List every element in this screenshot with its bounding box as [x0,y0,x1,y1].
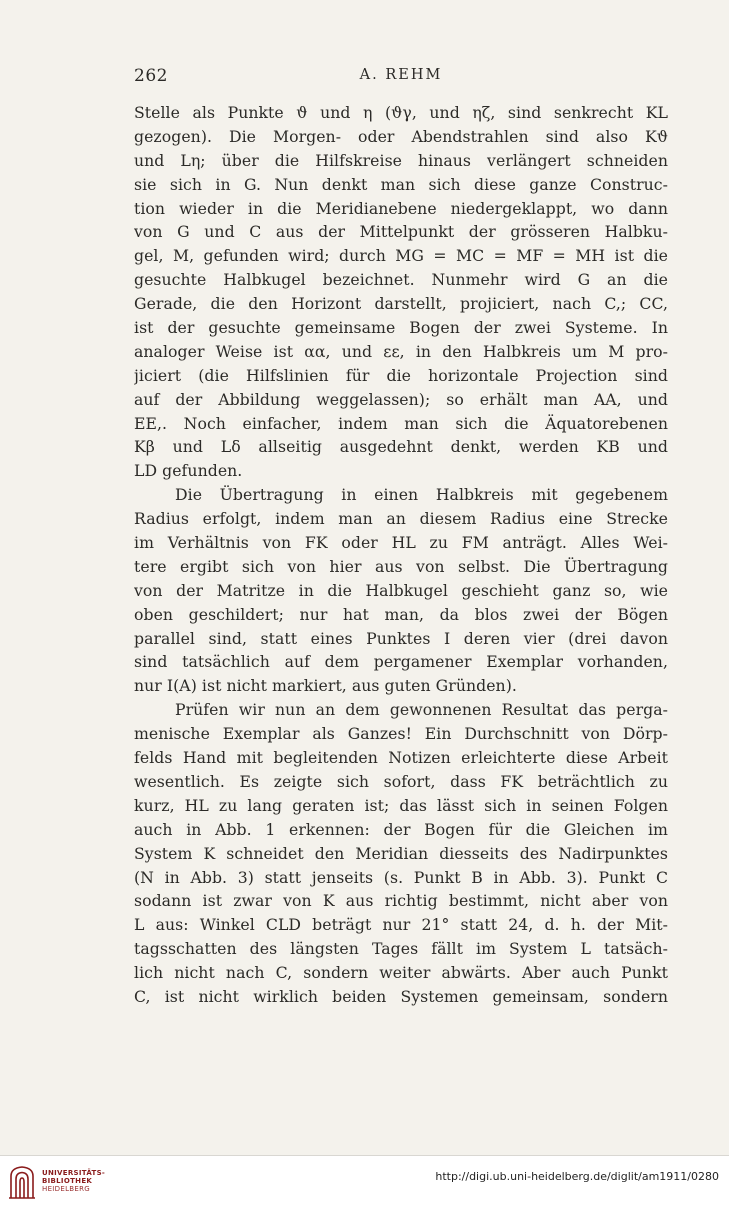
text-line: (N in Abb. 3) statt jenseits (s. Punkt B in Abb. 3). Punkt C [134,867,668,887]
library-name-line: HEIDELBERG [42,1185,90,1194]
text-line: C, ist nicht wirklich beiden Systemen gemeinsam, sondern [134,986,668,1006]
text-line: im Verhältnis von FK oder HL zu FM anträgt. Alles Wei- [134,533,668,553]
library-name-line: UNIVERSITÄTS- [42,1169,106,1177]
text-line: jiciert (die Hilfslinien für die horizontale Projection sind [134,365,668,385]
text-line: parallel sind, statt eines Punktes I deren vier (drei davon [134,628,668,648]
heidelberg-library-logo-icon [7,1164,37,1200]
text-line: lich nicht nach C, sondern weiter abwärts. Aber auch Punkt [134,963,668,983]
text-line: tagsschatten des längsten Tages fällt im System L tatsäch- [134,939,668,959]
text-line: und Lη; über die Hilfskreise hinaus verlängert schneiden [134,150,668,170]
text-line: System K schneidet den Meridian diesseits des Nadirpunktes [134,843,668,863]
page-number: 262 [134,66,168,86]
text-line: gel, M, gefunden wird; durch MG = MC = MF = MH ist die [134,246,668,266]
source-url-link[interactable]: http://digi.ub.uni-heidelberg.de/diglit/am1911/0280 [435,1170,719,1183]
text-line: Stelle als Punkte ϑ und η (ϑγ, und ηζ, sind senkrecht KL [134,103,668,122]
text-line: tere ergibt sich von hier aus von selbst. Die Übertragung [134,556,668,576]
text-line: kurz, HL zu lang geraten ist; das lässt sich in seinen Folgen [134,795,668,815]
text-line: sind tatsächlich auf dem pergamener Exemplar vorhanden, [134,652,668,672]
text-line: auf der Abbildung weggelassen); so erhält man AA, und [134,389,668,409]
text-line: gezogen). Die Morgen- oder Abendstrahlen sind also Kϑ [134,126,668,146]
text-line: nur I(A) ist nicht markiert, aus guten Gründen). [134,676,517,696]
text-line: von G und C aus der Mittelpunkt der grösseren Halbku- [134,222,668,242]
text-line: Kβ und Lδ allseitig ausgedehnt denkt, werden KB und [134,437,668,457]
text-line: ist der gesuchte gemeinsame Bogen der zwei Systeme. In [134,318,668,338]
text-line: Prüfen wir nun an dem gewonnenen Resultat das perga- [175,700,668,720]
text-line: tion wieder in die Meridianebene niedergeklappt, wo dann [134,198,668,218]
text-line: EE,. Noch einfacher, indem man sich die Äquatorebenen [134,413,668,433]
body-text [134,101,668,1009]
text-line: sie sich in G. Nun denkt man sich diese ganze Construc- [134,174,668,194]
text-line: Gerade, die den Horizont darstellt, projiciert, nach C,; CC, [134,294,668,314]
viewer-footer [0,1155,729,1208]
text-line: wesentlich. Es zeigte sich sofort, dass FK beträchtlich zu [134,771,668,791]
text-line: menische Exemplar als Ganzes! Ein Durchschnitt von Dörp- [134,724,668,744]
text-line: Radius erfolgt, indem man an diesem Radius eine Strecke [134,509,668,529]
text-line: L aus: Winkel CLD beträgt nur 21° statt 24, d. h. der Mit- [134,915,668,935]
running-head: A. REHM [359,67,443,83]
text-line: gesuchte Halbkugel bezeichnet. Nunmehr wird G an die [134,270,668,290]
page-header [134,66,668,90]
text-line: Die Übertragung in einen Halbkreis mit gegebenem [175,485,668,505]
text-line: analoger Weise ist αα, und εε, in den Halbkreis um M pro- [134,341,668,361]
text-line: LD gefunden. [134,461,243,481]
text-line: von der Matritze in die Halbkugel geschieht ganz so, wie [134,580,668,600]
library-name-line: BIBLIOTHEK [42,1177,93,1186]
text-line: oben geschildert; nur hat man, da blos zwei der Bögen [134,604,668,624]
text-line: sodann ist zwar von K aus richtig bestimmt, nicht aber von [134,891,668,911]
library-name [42,1169,105,1194]
text-line: felds Hand mit begleitenden Notizen erleichterte diese Arbeit [134,748,668,768]
text-line: auch in Abb. 1 erkennen: der Bogen für die Gleichen im [134,819,668,839]
